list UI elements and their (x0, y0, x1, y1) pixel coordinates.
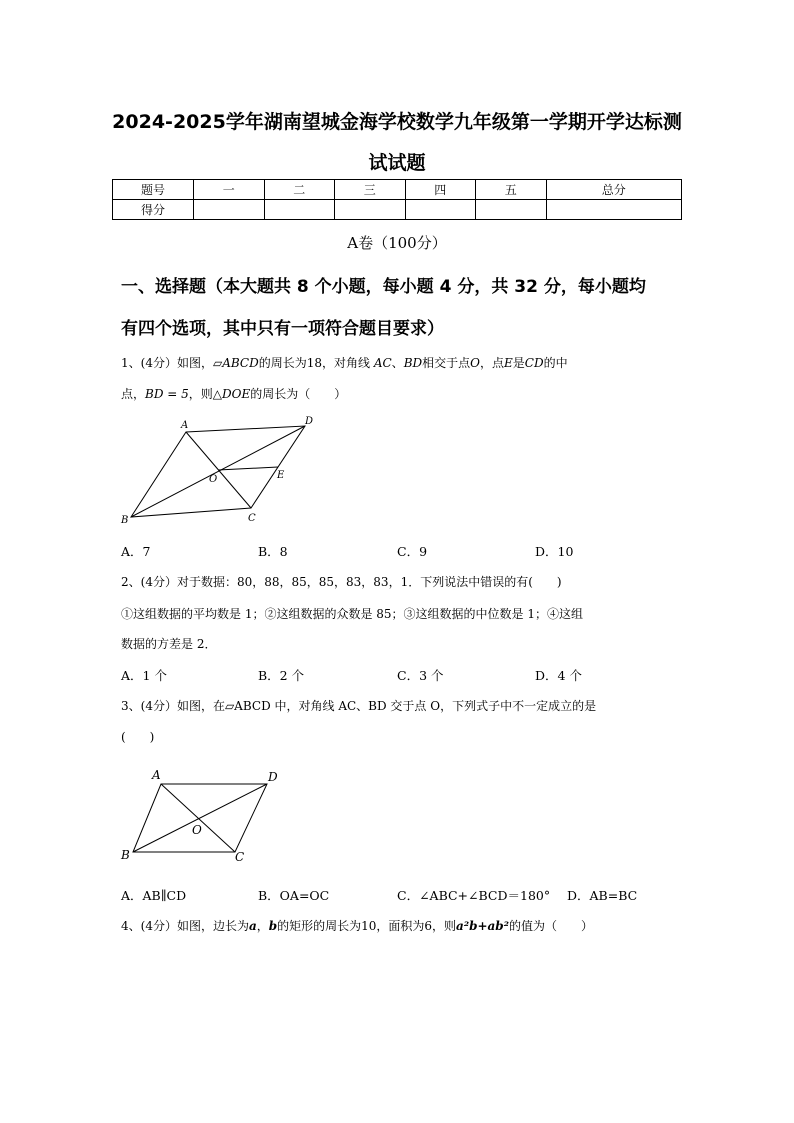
q1-text: 1、(4分）如图， (121, 356, 213, 370)
q3-diagonal-bd (133, 784, 267, 852)
q1-text: 点， (121, 387, 146, 401)
q2-option-c[interactable]: C．3 个 (397, 668, 444, 683)
score-table-score-row (113, 200, 682, 220)
q4-math: a²b+ab² (456, 919, 509, 933)
q1-math: BD (403, 356, 423, 370)
q1-math: BD = 5 (145, 387, 189, 401)
score-header-cell: 一 (194, 180, 265, 200)
q1-option-a[interactable]: A．7 (121, 544, 151, 559)
q4-text: ， (256, 919, 269, 933)
q1-parallelogram-figure (115, 412, 325, 532)
q3-line1: 3、(4分）如图，在▱ABCD 中，对角线 AC、BD 交于点 O，下列式子中不一定成立的是 (121, 699, 597, 713)
q1-label-d: D (305, 416, 314, 427)
q4-math: a (248, 919, 257, 933)
score-table-header-row (113, 180, 682, 200)
q4-text: 的矩形的周长为10，面积为6，则 (277, 919, 457, 933)
score-cell (194, 200, 265, 220)
q2-line1: 2、(4分）对于数据：80，88，85，85，83，83，1．下列说法中错误的有( ) (121, 575, 562, 589)
score-header-cell: 二 (264, 180, 335, 200)
q1-text: 、 (391, 356, 404, 370)
score-table (112, 179, 682, 220)
q3-option-d[interactable]: D．AB=BC (567, 888, 638, 903)
q4-math: b (268, 919, 278, 933)
q3-line2: ( ) (121, 730, 155, 744)
score-header-cell: 题号 (113, 180, 194, 200)
q1-math: E (504, 356, 513, 370)
q1-math: O (470, 356, 480, 370)
q1-label-c: C (248, 513, 256, 524)
q1-math: AC (373, 356, 392, 370)
q1-label-b: B (121, 515, 129, 526)
q1-math: DOE (222, 387, 251, 401)
q1-text: 的周长为18，对角线 (258, 356, 370, 370)
q1-text: ，则△ (188, 387, 223, 401)
q3-label-a: A (152, 768, 161, 782)
exam-title-line1: 2024-2025学年湖南望城金海学校数学九年级第一学期开学达标测 (112, 111, 682, 133)
part1-heading-line1: 一、选择题（本大题共 8 个小题，每小题 4 分，共 32 分，每小题均 (121, 277, 646, 297)
q3-option-c[interactable]: C．∠ABC+∠BCD＝180° (397, 888, 551, 903)
q3-diagonal-ac (161, 784, 235, 852)
q3-label-d: D (268, 770, 278, 784)
q1-option-b[interactable]: B．8 (258, 544, 288, 559)
section-a-heading: A卷（100分） (347, 234, 447, 252)
q1-label-a: A (181, 420, 189, 431)
q3-option-a[interactable]: A．AB∥CD (121, 888, 187, 903)
score-header-cell: 总分 (546, 180, 682, 200)
score-cell (476, 200, 547, 220)
score-cell (264, 200, 335, 220)
q2-line3: 数据的方差是 2． (121, 637, 217, 651)
q1-segment-oe (218, 467, 278, 470)
q1-label-e: E (277, 470, 285, 481)
q4-text: 的值为（ ） (508, 919, 593, 933)
q1-math: ABCD (222, 356, 259, 370)
score-header-cell: 三 (335, 180, 406, 200)
q1-line2 (121, 386, 346, 402)
q3-option-b[interactable]: B．OA=OC (258, 888, 330, 903)
part1-heading-line2: 有四个选项，其中只有一项符合题目要求） (121, 319, 444, 339)
q3-label-c: C (235, 850, 245, 864)
score-cell (335, 200, 406, 220)
q1-label-o: O (209, 474, 218, 485)
q4-text: 4、(4分）如图，边长为 (121, 919, 249, 933)
q2-line2: ①这组数据的平均数是 1；②这组数据的众数是 85；③这组数据的中位数是 1；④这组 (121, 607, 583, 621)
score-header-cell: 四 (405, 180, 476, 200)
exam-title-line2: 试试题 (368, 152, 426, 174)
q2-option-b[interactable]: B．2 个 (258, 668, 305, 683)
q1-text: ，点 (480, 356, 505, 370)
q1-option-d[interactable]: D．10 (535, 544, 574, 559)
q1-math: CD (524, 356, 544, 370)
q1-text: 相交于点 (422, 356, 471, 370)
q3-label-b: B (121, 848, 130, 862)
parallelogram-symbol-icon: ▱ (212, 356, 223, 370)
score-cell (546, 200, 682, 220)
q2-option-a[interactable]: A．1 个 (121, 668, 167, 683)
score-header-cell: 五 (476, 180, 547, 200)
q1-text: 是 (512, 356, 525, 370)
q3-label-o: O (192, 823, 202, 837)
q1-text: 的周长为（ ） (250, 387, 347, 401)
q1-line1 (121, 355, 568, 371)
q3-parallelogram-figure (115, 762, 295, 868)
q4-line1 (121, 918, 593, 934)
score-cell (405, 200, 476, 220)
q1-text: 的中 (543, 356, 568, 370)
q1-option-c[interactable]: C．9 (397, 544, 428, 559)
score-row-label: 得分 (113, 200, 194, 220)
q2-option-d[interactable]: D．4 个 (535, 668, 582, 683)
